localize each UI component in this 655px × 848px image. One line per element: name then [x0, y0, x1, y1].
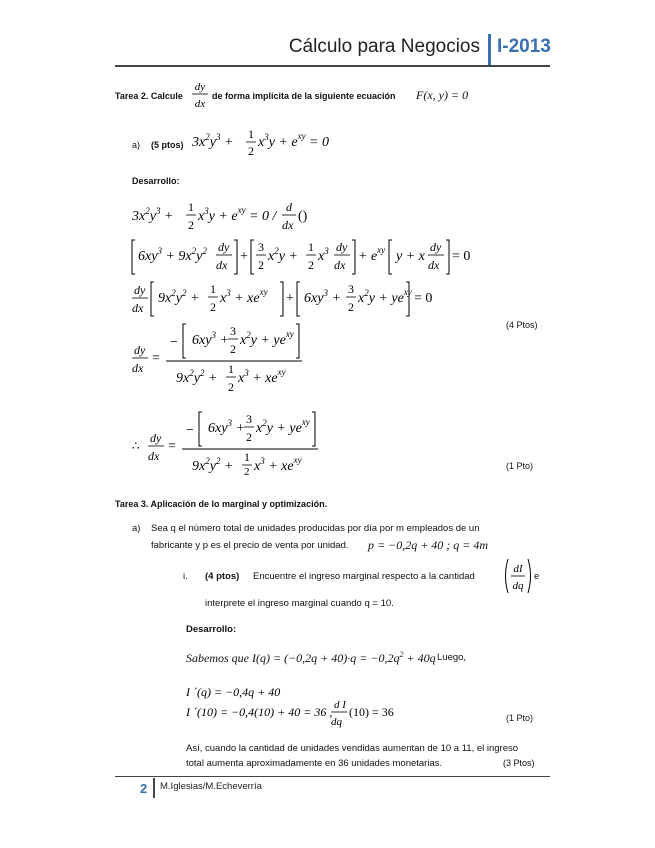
svg-text:6xy3 +: $6xy^3$ +	[304, 288, 341, 306]
svg-text:x3y + exy = 0 /: $x^3y + e^{xy} = 0$ /	[198, 205, 277, 224]
tarea3-desarrollo: Desarrollo:	[186, 624, 237, 635]
svg-text:dx: dx	[132, 361, 144, 375]
svg-text:3x2y3 +: $3x^2y^3$ +	[192, 132, 234, 150]
svg-text:6xy3 + 9x2y2: $6xy^3 + 9x^2y^2$	[138, 246, 207, 264]
svg-text:x3 + xexy: $x^3 + xe^{xy}$	[220, 287, 268, 306]
tarea2-item-a: a)	[132, 140, 141, 150]
svg-text:dx: dx	[132, 301, 144, 315]
svg-text:d I: d I	[334, 699, 346, 711]
svg-text:dx: dx	[194, 98, 206, 110]
tarea2-item-a-points: (5 ptos)	[151, 140, 184, 150]
conclusion-line2: total aumenta aproximadamente en 36 unidades monetarias.	[186, 758, 443, 769]
svg-text:3: 3	[348, 282, 354, 296]
points-1b: (1 Pto)	[506, 713, 534, 723]
sabemos-line: Sabemos que $I(q) = (-0,2q + 40)\cdot q = -0,2q^2 + 40q$	[186, 650, 436, 665]
svg-text:−: −	[170, 335, 178, 350]
svg-text:dq: dq	[331, 716, 342, 728]
svg-text:2: 2	[246, 430, 252, 444]
svg-text:=: =	[152, 351, 160, 366]
svg-text:3: 3	[258, 240, 264, 254]
svg-text:dq: dq	[512, 580, 524, 592]
svg-text:= 0: = 0	[452, 249, 471, 264]
svg-text:(): ()	[298, 209, 308, 224]
tarea2-label: Tarea 2. Calcule	[115, 91, 183, 101]
points-4: (4 Ptos)	[506, 320, 538, 330]
svg-text:I ´(q) = −0,4q + 40: I ´(q) = −0,4q + 40	[186, 685, 281, 699]
header-separator	[488, 34, 491, 66]
svg-text:9x2y2 +: $9x^2y^2$ +	[176, 368, 218, 386]
tarea2-equation: F(x, y) = 0	[416, 88, 469, 102]
dy-dx-fraction	[190, 78, 210, 112]
footer-authors: M.Iglesias/M.Echeverría	[160, 781, 262, 792]
conclusion-line1: Así, cuando la cantidad de unidades vendidas aumentan de 10 a 11, el ingreso	[186, 743, 519, 754]
svg-text:1: 1	[308, 240, 314, 254]
svg-text:3: 3	[246, 412, 252, 426]
tarea3-line2: fabricante y p es el precio de venta por unidad.	[151, 540, 349, 551]
svg-text:x2y + yexy: $x^2y + ye^{xy}$	[240, 329, 294, 348]
svg-text:x2y + yexy: $x^2y + ye^{xy}$	[256, 417, 310, 436]
svg-text:dy: dy	[218, 240, 230, 254]
footer-rule	[115, 776, 550, 777]
sub-i-points: (4 ptos)	[205, 571, 240, 582]
svg-text:=: =	[168, 439, 176, 454]
svg-text:9x2y2 +: $9x^2y^2$ +	[158, 288, 200, 306]
svg-text:dx: dx	[148, 449, 160, 463]
svg-text:dx: dx	[428, 258, 440, 272]
svg-text:2: 2	[230, 342, 236, 356]
svg-text:2: 2	[348, 300, 354, 314]
svg-text:dy: dy	[150, 431, 162, 445]
tarea3-title: Tarea 3. Aplicación de lo marginal y optimización.	[115, 499, 328, 509]
svg-text:dx: dx	[282, 218, 294, 232]
svg-text:x3 + xexy: $x^3 + xe^{xy}$	[254, 455, 302, 474]
svg-text:x2y +: $x^2y$ +	[268, 246, 298, 264]
svg-text:x3y + exy = 0: $x^3y + e^{xy} = 0$	[258, 131, 330, 150]
svg-text:dy: dy	[194, 81, 206, 93]
dI-dq-fraction	[502, 556, 534, 596]
svg-text:= 0: = 0	[414, 291, 433, 306]
svg-text:dx: dx	[334, 258, 346, 272]
header-year: I-2013	[497, 36, 551, 57]
sub-i-e: e	[534, 571, 540, 582]
svg-text:1: 1	[248, 127, 254, 141]
svg-text:1: 1	[228, 362, 234, 376]
tarea2-text: de forma implícita de la siguiente ecuación	[212, 91, 396, 101]
page-number: 2	[140, 781, 148, 796]
svg-text:2: 2	[308, 258, 314, 272]
sub-i-label: i.	[183, 571, 188, 582]
svg-text:9x2y2 +: $9x^2y^2$ +	[192, 456, 234, 474]
svg-text:x2y + yexy: $x^2y + ye^{xy}$	[358, 287, 412, 306]
svg-text:−: −	[186, 423, 194, 438]
svg-text:6xy3 +: $6xy^3$ +	[192, 330, 229, 348]
tarea3-eq-p: p = −0,2q + 40 ; q = 4m	[368, 538, 489, 552]
svg-text:x3: $x^3$	[318, 246, 329, 264]
header-rule	[115, 65, 550, 67]
svg-text:3x2y3 +: $3x^2y^3$ +	[132, 206, 174, 224]
equation-a	[190, 124, 350, 164]
derivation-block	[130, 196, 480, 476]
svg-text:dx: dx	[216, 258, 228, 272]
sub-i-text: Encuentre el ingreso marginal respecto a la cantidad	[253, 571, 475, 582]
svg-text:2: 2	[210, 300, 216, 314]
svg-text:1: 1	[188, 200, 194, 214]
tarea2-desarrollo: Desarrollo:	[132, 176, 180, 186]
svg-text:I ´(10) = −0,4(10) + 40 = 36 ,: I ´(10) = −0,4(10) + 40 = 36 ,	[186, 705, 333, 719]
svg-text:(10) = 36: (10) = 36	[349, 705, 394, 719]
svg-text:2: 2	[258, 258, 264, 272]
svg-text:2: 2	[188, 218, 194, 232]
svg-text:dI: dI	[513, 563, 523, 575]
tarea3-item-a: a)	[132, 523, 141, 534]
svg-text:y + x: y + x	[396, 249, 425, 264]
tarea3-line1: Sea q el número total de unidades producidas por día por m empleados de un	[151, 523, 480, 534]
luego-text: Luego,	[437, 652, 467, 663]
svg-text:dy: dy	[430, 240, 442, 254]
svg-text:dy: dy	[134, 343, 146, 357]
svg-text:2: 2	[248, 144, 254, 158]
svg-text:1: 1	[210, 282, 216, 296]
svg-text:2: 2	[228, 380, 234, 394]
points-3: (3 Ptos)	[503, 758, 535, 768]
svg-text:∴: ∴	[132, 439, 140, 453]
svg-text:+: +	[286, 291, 294, 306]
svg-text:+ exy: + $e^{xy}$	[358, 245, 386, 264]
svg-text:dy: dy	[336, 240, 348, 254]
svg-text:2: 2	[244, 466, 250, 478]
svg-text:+: +	[240, 249, 248, 264]
points-1: (1 Pto)	[506, 461, 534, 471]
svg-text:1: 1	[244, 450, 250, 464]
svg-text:6xy3 +: $6xy^3$ +	[208, 418, 245, 436]
svg-text:3: 3	[230, 324, 236, 338]
sub-i-line2: interprete el ingreso marginal cuando q = 10.	[205, 598, 394, 609]
svg-text:x3 + xexy: $x^3 + xe^{xy}$	[238, 367, 286, 386]
svg-text:dy: dy	[134, 283, 146, 297]
footer-separator	[153, 778, 155, 798]
marginal-derivative	[184, 682, 394, 730]
svg-text:d: d	[286, 200, 292, 214]
header-title: Cálculo para Negocios	[288, 36, 480, 57]
